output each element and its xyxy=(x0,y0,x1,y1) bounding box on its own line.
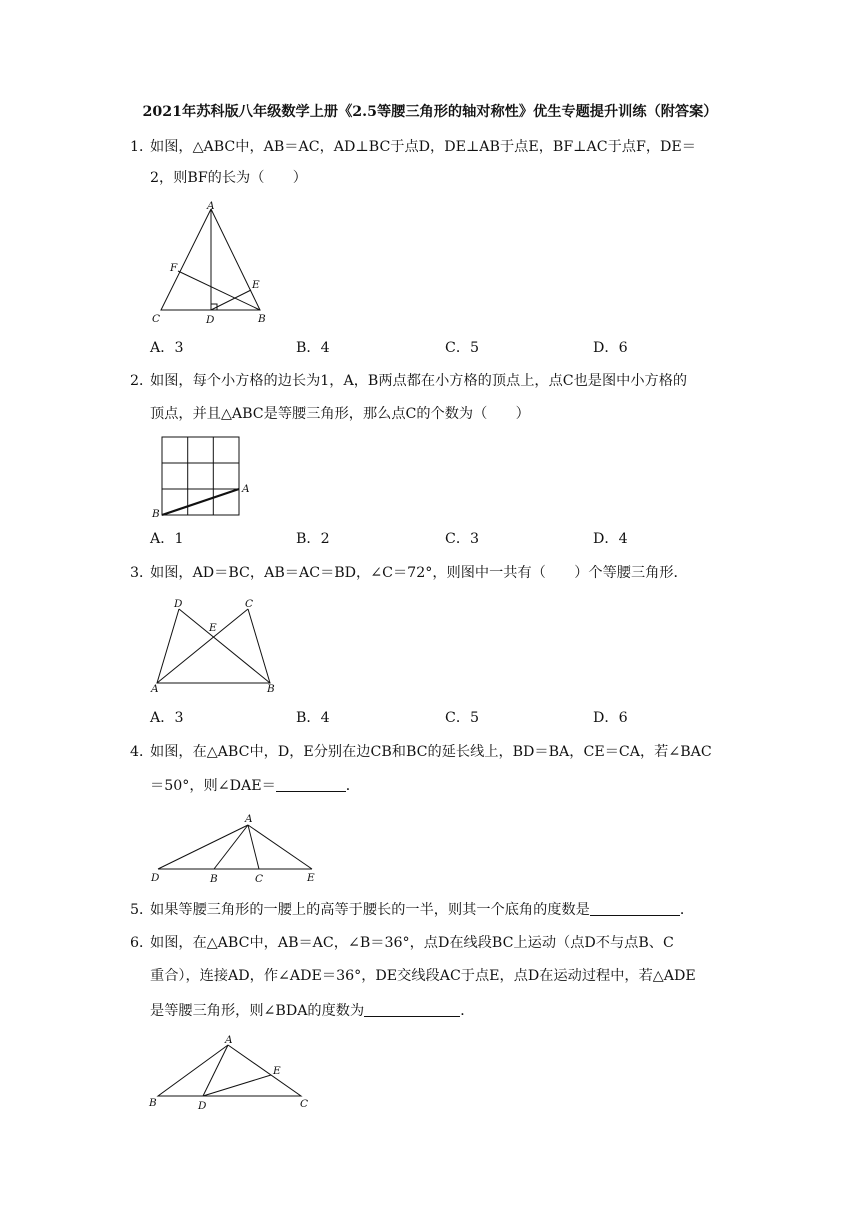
question-1-option-b: B．4 xyxy=(296,340,330,356)
fig6-label-a: A xyxy=(225,1034,233,1046)
fig3-label-c: C xyxy=(245,598,254,610)
fig3-label-b: B xyxy=(267,683,275,695)
question-1-text-line1: 如图，△ABC中，AB＝AC，AD⊥BC于点D，DE⊥AB于点E，BF⊥AC于点F，DE＝ xyxy=(150,139,696,155)
question-6-text-line3: 是等腰三角形，则∠BDA的度数为 ． xyxy=(150,1003,475,1019)
fig3-label-e: E xyxy=(209,622,217,634)
question-6-text-line2: 重合），连接AD，作∠ADE＝36°，DE交线段AC于点E，点D在运动过程中，若△ADE xyxy=(150,968,696,984)
fig2-label-a: A xyxy=(242,483,250,495)
question-4-text-line1: 如图，在△ABC中，D，E分别在边CB和BC的延长线上，BD＝BA，CE＝CA，若∠BAC xyxy=(150,744,712,760)
fig1-label-a: A xyxy=(207,200,215,212)
question-6-text-line1: 如图，在△ABC中，AB＝AC，∠B＝36°，点D在线段BC上运动（点D不与点B、C xyxy=(150,935,674,951)
question-5-answer-blank[interactable] xyxy=(590,901,680,916)
question-2-option-c: C．3 xyxy=(445,531,480,547)
question-2-text-line2: 顶点，并且△ABC是等腰三角形，那么点C的个数为（ ） xyxy=(150,406,530,422)
question-3-option-d: D．6 xyxy=(593,710,628,726)
question-3-number: 3． xyxy=(130,565,154,581)
question-4-number: 4． xyxy=(130,744,154,760)
question-1-option-a: A．3 xyxy=(150,340,184,356)
fig6-label-c: C xyxy=(300,1098,309,1110)
question-5-number: 5． xyxy=(130,902,154,918)
fig4-label-b: B xyxy=(210,873,218,885)
fig1-label-c: C xyxy=(152,313,161,325)
question-4-figure xyxy=(148,810,323,885)
question-3-figure xyxy=(148,596,283,696)
fig3-label-a: A xyxy=(151,683,159,695)
question-3-option-a: A．3 xyxy=(150,710,184,726)
question-3-option-b: B．4 xyxy=(296,710,330,726)
question-1-option-c: C．5 xyxy=(445,340,480,356)
question-2-number: 2． xyxy=(130,373,154,389)
question-1-figure xyxy=(150,198,280,328)
fig2-label-b: B xyxy=(152,508,160,520)
question-2-option-b: B．2 xyxy=(296,531,330,547)
fig4-label-e: E xyxy=(307,872,315,884)
fig6-label-b: B xyxy=(149,1097,157,1109)
fig6-label-d: D xyxy=(198,1100,207,1112)
question-4-answer-blank[interactable] xyxy=(276,777,346,792)
question-3-option-c: C．5 xyxy=(445,710,480,726)
fig4-label-a: A xyxy=(245,813,253,825)
fig1-label-b: B xyxy=(258,313,266,325)
fig1-label-f: F xyxy=(170,262,178,274)
fig4-label-d: D xyxy=(151,872,160,884)
question-1-number: 1． xyxy=(130,139,154,155)
fig1-label-d: D xyxy=(206,314,215,326)
question-2-option-d: D．4 xyxy=(593,531,628,547)
fig3-label-d: D xyxy=(174,598,183,610)
fig6-label-e: E xyxy=(273,1065,281,1077)
question-6-answer-blank[interactable] xyxy=(364,1002,460,1017)
question-6-number: 6． xyxy=(130,935,154,951)
question-2-figure xyxy=(150,432,260,522)
question-1-option-d: D．6 xyxy=(593,340,628,356)
document-title: 2021年苏科版八年级数学上册《2.5等腰三角形的轴对称性》优生专题提升训练（附答案） xyxy=(142,104,718,120)
question-2-option-a: A．1 xyxy=(150,531,184,547)
question-2-text-line1: 如图，每个小方格的边长为1，A，B两点都在小方格的顶点上，点C也是图中小方格的 xyxy=(150,373,688,389)
question-5-text-line1: 如果等腰三角形的一腰上的高等于腰长的一半，则其一个底角的度数是 ． xyxy=(150,902,695,918)
question-3-text-line1: 如图，AD＝BC，AB＝AC＝BD，∠C＝72°，则图中一共有（ ）个等腰三角形． xyxy=(150,565,688,581)
question-6-figure xyxy=(145,1032,320,1112)
fig1-label-e: E xyxy=(252,279,260,291)
fig4-label-c: C xyxy=(255,873,264,885)
question-1-text-line2: 2，则BF的长为（ ） xyxy=(150,170,307,186)
question-4-text-line2: ＝50°，则∠DAE＝ ． xyxy=(150,778,360,794)
